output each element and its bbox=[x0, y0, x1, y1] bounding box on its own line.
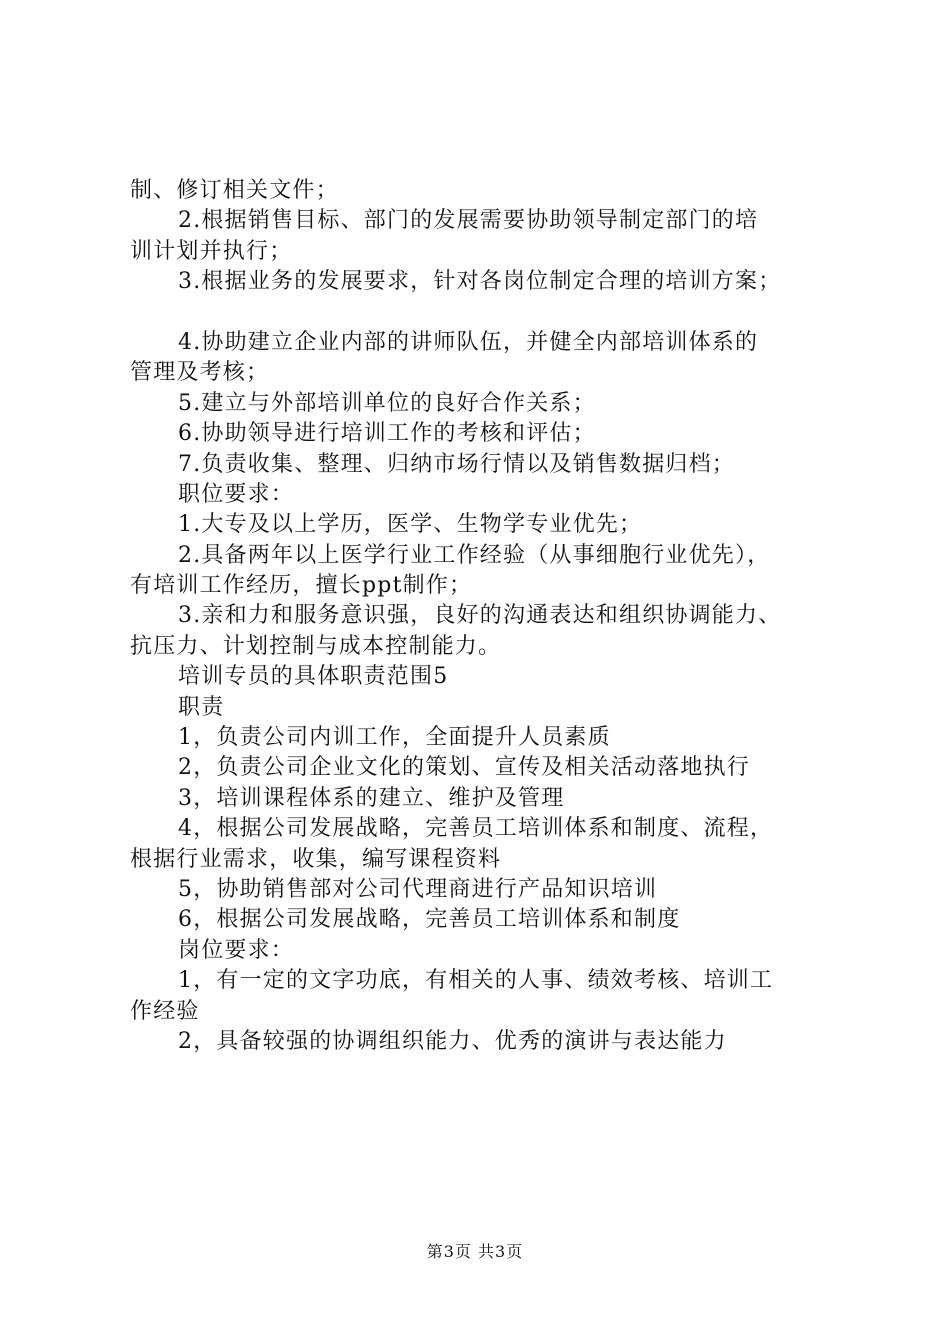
text-line: 2，具备较强的协调组织能力、优秀的演讲与表达能力 bbox=[178, 1028, 727, 1054]
text-line: 1，有一定的文字功底，有相关的人事、绩效考核、培训工 bbox=[178, 968, 774, 994]
text-line: 1，负责公司内训工作，全面提升人员素质 bbox=[178, 725, 611, 751]
text-line: 2.根据销售目标、部门的发展需要协助领导制定部门的培 bbox=[178, 208, 759, 234]
text-line: 有培训工作经历，擅长ppt制作； bbox=[130, 573, 473, 599]
text-line: 1.大专及以上学历，医学、生物学专业优先； bbox=[178, 512, 643, 538]
text-line: 6，根据公司发展战略，完善员工培训体系和制度 bbox=[178, 907, 681, 933]
blank-line bbox=[130, 298, 842, 328]
text-line: 2，负责公司企业文化的策划、宣传及相关活动落地执行 bbox=[178, 755, 750, 781]
text-line: 3.亲和力和服务意识强，良好的沟通表达和组织协调能力、 bbox=[178, 603, 782, 629]
text-line: 3，培训课程体系的建立、维护及管理 bbox=[178, 785, 565, 811]
text-line: 抗压力、计划控制与成本控制能力。 bbox=[130, 633, 502, 659]
text-line: 管理及考核； bbox=[130, 360, 270, 386]
text-line: 岗位要求： bbox=[178, 937, 295, 963]
text-line: 5.建立与外部培训单位的良好合作关系； bbox=[178, 390, 596, 416]
text-line: 4，根据公司发展战略，完善员工培训体系和制度、流程， bbox=[178, 816, 774, 842]
text-line: 职责 bbox=[178, 694, 225, 720]
text-line: 根据行业需求，收集，编写课程资料 bbox=[130, 846, 502, 872]
text-line: 制、修订相关文件； bbox=[130, 178, 339, 203]
text-line: 5，协助销售部对公司代理商进行产品知识培训 bbox=[178, 876, 658, 902]
text-line: 训计划并执行； bbox=[130, 238, 293, 264]
text-line: 2.具备两年以上医学行业工作经验（从事细胞行业优先）， bbox=[178, 542, 771, 568]
page-footer: 第3页 共3页 bbox=[426, 1242, 524, 1261]
text-line: 职位要求： bbox=[178, 481, 295, 507]
text-line: 培训专员的具体职责范围5 bbox=[178, 664, 449, 690]
text-line: 7.负责收集、整理、归纳市场行情以及销售数据归档； bbox=[178, 451, 735, 477]
text-line: 3.根据业务的发展要求，针对各岗位制定合理的培训方案； bbox=[178, 269, 782, 295]
document-body bbox=[130, 176, 842, 1057]
text-line: 作经验 bbox=[130, 998, 200, 1024]
text-line: 4.协助建立企业内部的讲师队伍，并健全内部培训体系的 bbox=[178, 329, 759, 355]
text-line: 6.协助领导进行培训工作的考核和评估； bbox=[178, 421, 596, 447]
